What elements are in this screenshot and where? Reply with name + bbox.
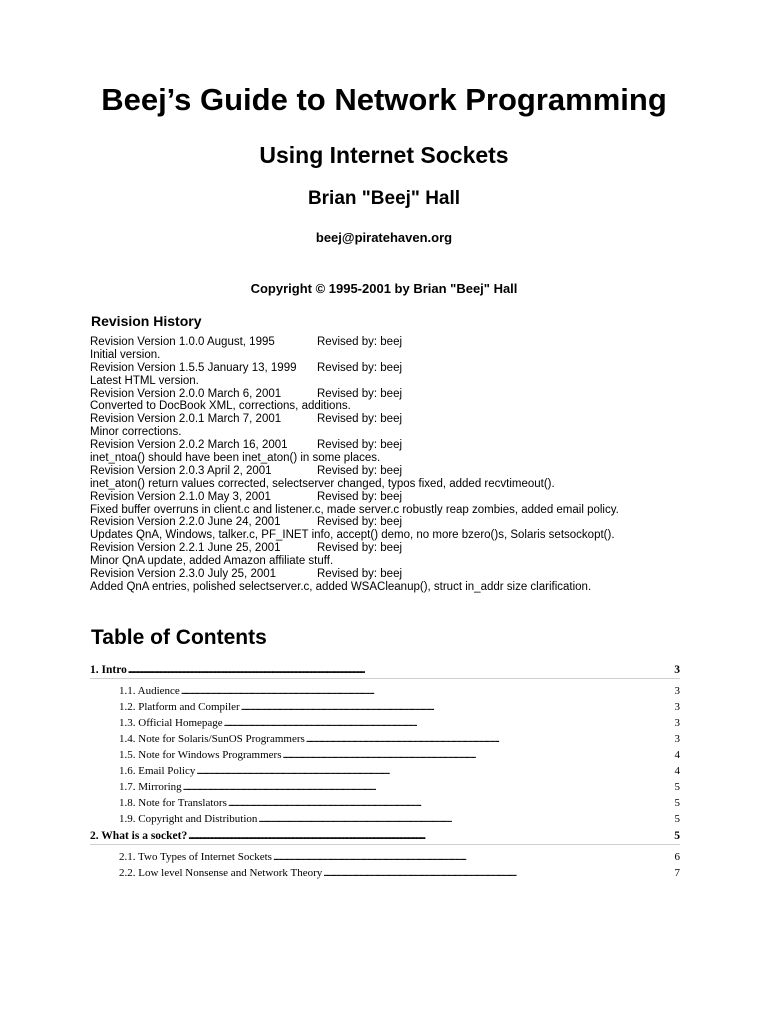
revision-version: Revision Version 2.3.0 July 25, 2001 bbox=[90, 568, 277, 581]
revision-version: Revision Version 2.0.3 April 2, 2001 bbox=[90, 464, 272, 477]
toc-section-entry[interactable] bbox=[90, 849, 680, 865]
toc-dot-leader bbox=[283, 747, 674, 763]
toc-dot-leader bbox=[323, 865, 673, 881]
toc-page-number: 5 bbox=[674, 781, 680, 793]
toc-entry-label: 2.2. Low level Nonsense and Network Theory bbox=[119, 867, 323, 879]
toc-dot-leader bbox=[224, 715, 674, 731]
toc-entry-label: 1.5. Note for Windows Programmers bbox=[119, 749, 282, 761]
revision-version: Revision Version 1.5.5 January 13, 1999 bbox=[90, 361, 297, 374]
revision-entry bbox=[90, 336, 730, 362]
revision-line bbox=[90, 542, 730, 555]
toc-page-number: 5 bbox=[674, 797, 680, 809]
copyright-notice: Copyright © 1995-2001 by Brian "Beej" Hall bbox=[250, 281, 518, 296]
toc-section-entry[interactable] bbox=[90, 795, 680, 811]
toc-section-entry[interactable] bbox=[90, 747, 680, 763]
revision-note: Minor corrections. bbox=[90, 426, 182, 439]
toc-heading: Table of Contents bbox=[91, 626, 267, 649]
revision-version: Revision Version 2.2.1 June 25, 2001 bbox=[90, 542, 281, 555]
toc-entry-label: 1.2. Platform and Compiler bbox=[119, 701, 240, 713]
toc-dot-leader bbox=[258, 811, 673, 827]
toc-dot-leader bbox=[181, 683, 674, 699]
toc-page-number: 4 bbox=[674, 765, 680, 777]
revision-line bbox=[90, 362, 730, 375]
revision-version: Revision Version 2.0.2 March 16, 2001 bbox=[90, 439, 288, 452]
toc-entry-label: 2.1. Two Types of Internet Sockets bbox=[119, 851, 272, 863]
toc-dot-leader bbox=[228, 795, 674, 811]
revision-version: Revision Version 2.2.0 June 24, 2001 bbox=[90, 516, 281, 529]
toc-dot-leader bbox=[306, 731, 674, 747]
toc-section-entry[interactable] bbox=[90, 811, 680, 827]
revision-note: inet_ntoa() should have been inet_aton() in some places. bbox=[90, 452, 381, 465]
document-subtitle: Using Internet Sockets bbox=[259, 142, 509, 168]
revision-version: Revision Version 1.0.0 August, 1995 bbox=[90, 336, 275, 348]
revision-author: Revised by: beej bbox=[317, 336, 403, 348]
revision-note: Minor QnA update, added Amazon affiliate stuff. bbox=[90, 555, 334, 568]
revision-entry bbox=[90, 465, 730, 491]
revision-note: inet_aton() return values corrected, selectserver changed, typos fixed, added recvtimeout(). bbox=[90, 477, 555, 490]
toc-dot-leader bbox=[196, 763, 673, 779]
toc-section-entry[interactable] bbox=[90, 683, 680, 699]
toc-page-number: 3 bbox=[674, 701, 680, 713]
revision-note: Fixed buffer overruns in client.c and listener.c, made server.c robustly reap zombies, added email policy. bbox=[90, 503, 619, 516]
revision-entry bbox=[90, 439, 730, 465]
toc-dot-leader bbox=[273, 849, 674, 865]
table-of-contents bbox=[90, 662, 680, 882]
toc-section-entry[interactable] bbox=[90, 715, 680, 731]
revision-line bbox=[90, 568, 730, 581]
toc-chapter-group bbox=[90, 662, 680, 827]
toc-dot-leader bbox=[183, 779, 674, 795]
revision-entry bbox=[90, 568, 730, 594]
toc-entry-label: 1.9. Copyright and Distribution bbox=[119, 813, 258, 825]
document-title: Beej’s Guide to Network Programming bbox=[101, 82, 667, 117]
revision-version: Revision Version 2.0.0 March 6, 2001 bbox=[90, 387, 282, 400]
revision-author: Revised by: beej bbox=[317, 361, 403, 374]
revision-author: Revised by: beej bbox=[317, 439, 403, 452]
revision-note: Latest HTML version. bbox=[90, 374, 199, 387]
revision-entry bbox=[90, 491, 730, 517]
toc-dot-leader bbox=[188, 828, 673, 844]
revision-author: Revised by: beej bbox=[317, 542, 403, 555]
toc-dot-leader bbox=[128, 662, 673, 678]
toc-chapter-entry[interactable] bbox=[90, 662, 680, 679]
revision-version: Revision Version 2.1.0 May 3, 2001 bbox=[90, 490, 271, 503]
revision-line bbox=[90, 413, 730, 426]
toc-page-number: 7 bbox=[674, 867, 680, 879]
revision-author: Revised by: beej bbox=[317, 413, 403, 426]
toc-section-entry[interactable] bbox=[90, 779, 680, 795]
toc-entry-label: 2. What is a socket? bbox=[90, 830, 188, 842]
toc-chapter-entry[interactable] bbox=[90, 828, 680, 845]
toc-page-number: 6 bbox=[674, 851, 680, 863]
toc-entry-label: 1.3. Official Homepage bbox=[119, 717, 223, 729]
revision-line bbox=[90, 388, 730, 401]
author-email: beej@piratehaven.org bbox=[315, 230, 453, 245]
toc-page-number: 4 bbox=[674, 749, 680, 761]
revision-author: Revised by: beej bbox=[317, 568, 403, 581]
toc-section-entry[interactable] bbox=[90, 763, 680, 779]
revision-line bbox=[90, 336, 730, 349]
toc-entry-label: 1.4. Note for Solaris/SunOS Programmers bbox=[119, 733, 305, 745]
revision-note: Initial version. bbox=[90, 348, 161, 361]
revision-line bbox=[90, 516, 730, 529]
revision-entry bbox=[90, 542, 730, 568]
toc-section-entry[interactable] bbox=[90, 731, 680, 747]
revision-entry bbox=[90, 516, 730, 542]
revision-note: Converted to DocBook XML, corrections, additions. bbox=[90, 400, 351, 413]
toc-page-number: 3 bbox=[674, 733, 680, 745]
revision-entry bbox=[90, 413, 730, 439]
toc-section-entry[interactable] bbox=[90, 865, 680, 881]
toc-chapter-group bbox=[90, 828, 680, 881]
revision-author: Revised by: beej bbox=[317, 490, 403, 503]
toc-page-number: 5 bbox=[674, 813, 680, 825]
revision-entry bbox=[90, 362, 730, 388]
revision-author: Revised by: beej bbox=[317, 387, 403, 400]
toc-entry-label: 1. Intro bbox=[90, 664, 127, 676]
toc-page-number: 5 bbox=[674, 830, 680, 842]
toc-entry-label: 1.6. Email Policy bbox=[119, 765, 196, 777]
revision-note: Added QnA entries, polished selectserver.c, added WSACleanup(), struct in_addr size clarification. bbox=[90, 580, 592, 593]
revision-history-list bbox=[90, 336, 730, 594]
toc-page-number: 3 bbox=[674, 664, 680, 676]
revision-entry bbox=[90, 388, 730, 414]
toc-page-number: 3 bbox=[674, 717, 680, 729]
revision-line bbox=[90, 465, 730, 478]
toc-section-entry[interactable] bbox=[90, 699, 680, 715]
toc-entry-label: 1.8. Note for Translators bbox=[119, 797, 227, 809]
toc-dot-leader bbox=[241, 699, 674, 715]
revision-author: Revised by: beej bbox=[317, 516, 403, 529]
revision-line bbox=[90, 491, 730, 504]
toc-entry-label: 1.7. Mirroring bbox=[119, 781, 182, 793]
revision-line bbox=[90, 439, 730, 452]
revision-note: Updates QnA, Windows, talker.c, PF_INET info, accept() demo, no more bzero()s, Solaris setsockopt(). bbox=[90, 529, 615, 542]
toc-entry-label: 1.1. Audience bbox=[119, 685, 180, 697]
revision-version: Revision Version 2.0.1 March 7, 2001 bbox=[90, 413, 282, 426]
author-name: Brian "Beej" Hall bbox=[307, 188, 461, 209]
toc-page-number: 3 bbox=[674, 685, 680, 697]
revision-history-heading: Revision History bbox=[91, 313, 202, 329]
revision-author: Revised by: beej bbox=[317, 464, 403, 477]
